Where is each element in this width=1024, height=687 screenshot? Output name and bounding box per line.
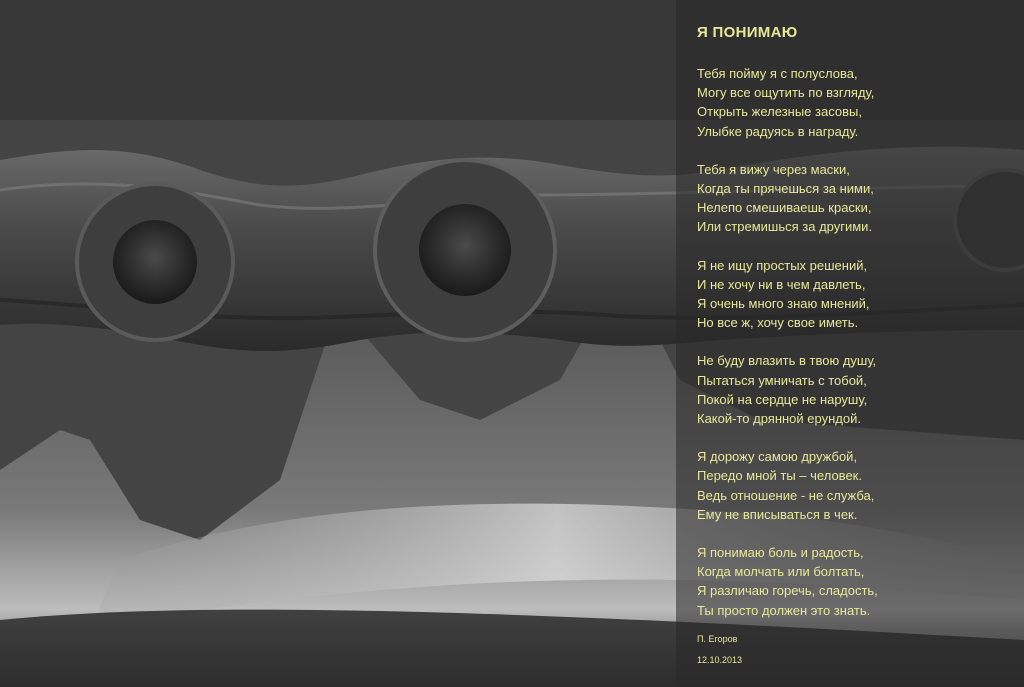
stanza-2 [697, 160, 1007, 237]
poem-line: Не буду влазить в твою душу, [697, 353, 877, 369]
poem-line: Тебя пойму я с полуслова, [697, 66, 858, 81]
poem-line: Какой-то дрянной ерундой. [697, 411, 861, 427]
poem-line: Я различаю горечь, сладость, [697, 583, 878, 599]
poem-line: Пытаться умничать с тобой, [697, 372, 867, 388]
poem [697, 24, 1007, 666]
poem-line: Нелепо смешиваешь краски, [697, 200, 872, 216]
stanza-1 [697, 64, 1007, 141]
stanza-5 [697, 447, 1007, 524]
poem-line: Я не ищу простых решений, [697, 257, 868, 273]
poem-line: Я очень много знаю мнений, [697, 296, 870, 312]
poem-line: Но все ж, хочу свое иметь. [697, 315, 859, 331]
poem-line: Когда молчать или болтать, [697, 564, 865, 580]
poem-line: И не хочу ни в чем давлеть, [697, 276, 866, 292]
poem-line: Ему не вписываться в чек. [697, 506, 858, 522]
poem-line: Тебя я вижу через маски, [697, 161, 850, 177]
poem-line: Ведь отношение - не служба, [697, 487, 875, 503]
poem-title: Я ПОНИМАЮ [697, 24, 798, 41]
author-name: П. Егоров [697, 633, 738, 644]
poem-line: Передо мной ты – человек. [697, 468, 862, 484]
poem-line: Ты просто должен это знать. [697, 602, 871, 618]
poem-line: Улыбке радуясь в награду. [697, 123, 859, 139]
poem-line: Покой на сердце не нарушу, [697, 391, 868, 407]
stanza-4 [697, 351, 1007, 428]
poem-line: Открыть железные засовы, [697, 104, 862, 120]
poem-line: Я понимаю боль и радость, [697, 545, 864, 561]
poem-line: Когда ты прячешься за ними, [697, 181, 874, 197]
date-stamp: 12.10.2013 [697, 654, 743, 665]
poem-line: Я дорожу самою дружбой, [697, 449, 858, 465]
poem-line: Или стремишься за другими. [697, 219, 873, 235]
stanza-6 [697, 543, 1007, 620]
poem-line: Могу все ощутить по взгляду, [697, 85, 875, 101]
stanza-3 [697, 256, 1007, 333]
